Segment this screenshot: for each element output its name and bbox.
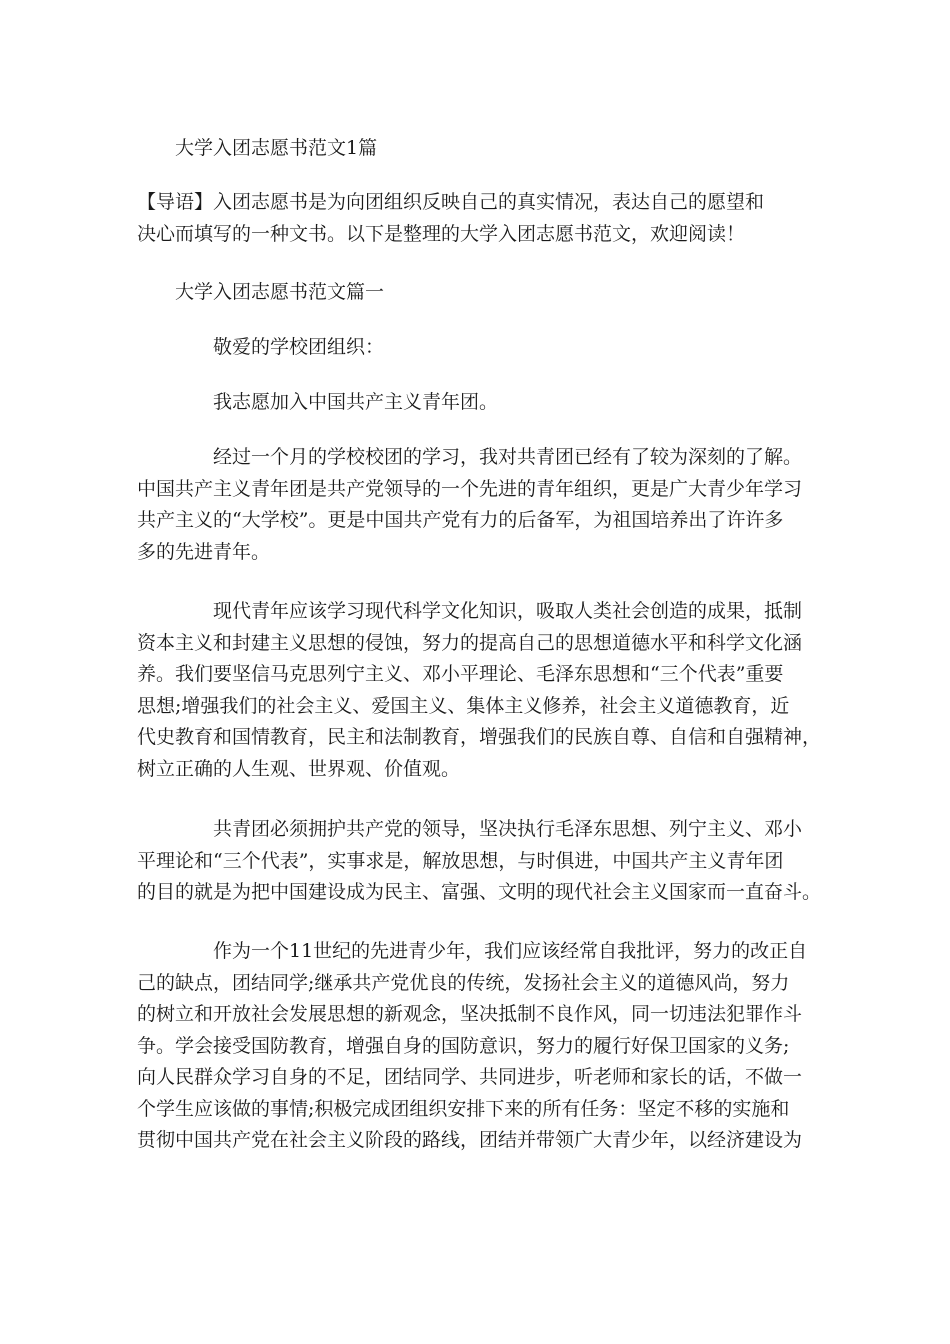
salutation (213, 332, 903, 364)
paragraph-1 (137, 442, 827, 568)
paragraph-line: 中国共产主义青年团是共产党领导的一个先进的青年组织，更是广大青少年学习 (137, 477, 803, 500)
paragraph-line: 树立正确的人生观、世界观、价值观。 (137, 757, 461, 780)
paragraph-line: 己的缺点，团结同学;继承共产党优良的传统，发扬社会主义的道德风尚，努力 (137, 971, 790, 994)
intro-paragraph (137, 187, 827, 250)
paragraph-line: 资本主义和封建主义思想的侵蚀，努力的提高自己的思想道德水平和科学文化涵 (137, 631, 803, 654)
paragraph-line: 平理论和“三个代表”，实事求是，解放思想，与时俱进，中国共产主义青年团 (137, 849, 784, 872)
paragraph-line: 的目的就是为把中国建设成为民主、富强、文明的现代社会主义国家而一直奋斗。 (137, 881, 822, 903)
paragraph-line: 的树立和开放社会发展思想的新观念，坚决抵制不良作风，同一切违法犯罪作斗 (137, 1003, 803, 1025)
paragraph-line: 争。学会接受国防教育，增强自身的国防意识，努力的履行好保卫国家的义务; (137, 1034, 790, 1057)
paragraph-line: 代史教育和国情教育，民主和法制教育，增强我们的民族自尊、自信和自强精神， (137, 726, 822, 748)
paragraph-line: 经过一个月的学校校团的学习，我对共青团已经有了较为深刻的了解。 (213, 446, 803, 468)
intro-line: 【导语】入团志愿书是为向团组织反映自己的真实情况，表达自己的愿望和 (137, 191, 765, 213)
title-line: 大学入团志愿书范文1篇 (175, 137, 378, 159)
paragraph-line: 现代青年应该学习现代科学文化知识，吸取人类社会创造的成果，抵制 (213, 600, 803, 622)
section-heading-line: 大学入团志愿书范文篇一 (175, 281, 385, 303)
paragraph-line: 贯彻中国共产党在社会主义阶段的路线，团结并带领广大青少年，以经济建设为 (137, 1129, 803, 1151)
document-title (175, 133, 865, 165)
paragraph-line: 作为一个11世纪的先进青少年，我们应该经常自我批评，努力的改正自 (213, 940, 808, 962)
intro-line: 决心而填写的一种文书。以下是整理的大学入团志愿书范文，欢迎阅读！ (137, 222, 746, 245)
paragraph-2 (137, 596, 827, 785)
statement (213, 387, 903, 419)
salutation-line: 敬爱的学校团组织： (213, 336, 385, 358)
paragraph-4 (137, 936, 827, 1157)
section-heading (175, 277, 865, 309)
paragraph-line: 向人民群众学习自身的不足，团结同学、共同进步，听老师和家长的话，不做一 (137, 1066, 803, 1088)
paragraph-line: 个学生应该做的事情;积极完成团组织安排下来的所有任务：坚定不移的实施和 (137, 1097, 790, 1120)
paragraph-line: 共青团必须拥护共产党的领导，坚决执行毛泽东思想、列宁主义、邓小 (213, 818, 803, 840)
paragraph-3 (137, 814, 827, 909)
statement-line: 我志愿加入中国共产主义青年团。 (213, 391, 499, 413)
paragraph-line: 多的先进青年。 (137, 540, 271, 563)
paragraph-line: 共产主义的“大学校”。更是中国共产党有力的后备军，为祖国培养出了许许多 (137, 509, 784, 531)
paragraph-line: 思想;增强我们的社会主义、爱国主义、集体主义修养，社会主义道德教育，近 (137, 694, 790, 717)
paragraph-line: 养。我们要坚信马克思列宁主义、邓小平理论、毛泽东思想和“三个代表”重要 (137, 663, 784, 685)
